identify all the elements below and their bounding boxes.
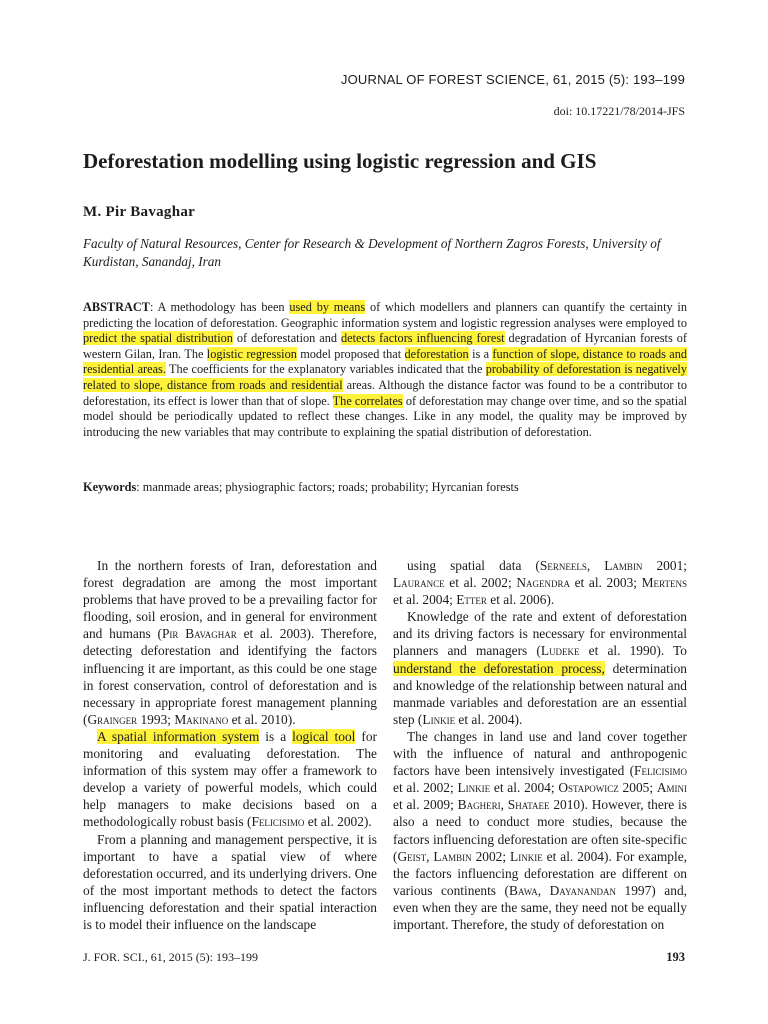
highlighted-text: predict the spatial distribution <box>83 331 233 346</box>
citation-author: Ludeke <box>540 643 580 659</box>
text-run: et al. 2004). For example, the factors influencing deforestation are different on various continents ( <box>393 848 688 898</box>
text-run: The changes in land use and land cover together with the influence of natural and anthropogenic factors have been intensively investigated ( <box>393 728 687 779</box>
highlighted-text: understand the deforestation process, <box>393 660 605 676</box>
text-run: 1997) and, even when they are the same, they need not be equally important. Therefore, the study of deforestation on <box>393 882 687 932</box>
paper-title: Deforestation modelling using logistic regression and GIS <box>83 149 597 173</box>
text-run: et al. 1990). To <box>579 643 687 659</box>
body-column-left <box>83 557 377 933</box>
text-run: model proposed that <box>296 346 405 361</box>
text-run: determination and knowledge of the relationship between natural and manmade variables and deforestation are an essential step ( <box>393 660 687 727</box>
text-run: 2010). However, there is also a need to conduct more studies, because the factors influencing deforestation are often site-specific ( <box>393 797 687 864</box>
text-run: of deforestation may change over time, and so the spatial model should be periodically updated to reflect these changes. Like in any model, the quality may be improved by introducing the new variables that may contribute to explaining the spatial distribution of deforestation. <box>83 393 687 439</box>
citation-author: Linkie <box>422 711 456 727</box>
citation-author: Nagendra <box>516 575 570 591</box>
text-run: for monitoring and evaluating deforestation. The information of this system may offer a framework to develop a variety of powerful models, which could help managers to make decisions based on a methodologically robust basis ( <box>83 728 377 830</box>
text-run: : A methodology has been <box>149 300 290 314</box>
paragraph <box>393 608 687 728</box>
citation-author: Laurance <box>393 575 445 591</box>
citation-author: Felicisimo <box>251 814 305 830</box>
highlighted-text: function of slope, distance to roads and residential areas. <box>83 346 687 377</box>
text-run: is a <box>468 346 493 361</box>
text-run: In the northern forests of Iran, deforestation and forest degradation are among the most important problems that have proved to be a prevailing factor for flooding, soil erosion, and in general for environment and humans ( <box>83 558 377 642</box>
highlighted-text: A spatial information system <box>97 728 260 744</box>
citation-author: Amini <box>656 780 687 796</box>
citation-author: Mertens <box>641 575 687 591</box>
text-run: et al. 2004; <box>393 592 457 608</box>
text-run: et al. 2004). <box>455 711 523 727</box>
abstract-label: ABSTRACT <box>83 300 150 314</box>
highlighted-text: detects factors influencing forest <box>341 331 505 346</box>
text-run: of which modellers and planners can quantify the certainty in predicting the location of deforestation. Geographic information system and logistic regression analyses were employed to <box>83 300 687 330</box>
highlighted-text: probability of deforestation is negatively related to slope, distance from roads and residential <box>83 362 688 392</box>
text-run: et al. 2002). <box>304 814 372 830</box>
text-run: 2002; <box>471 848 511 864</box>
citation-author: Linkie <box>457 780 491 796</box>
text-run: et al. 2003; <box>569 575 642 591</box>
citation-author: Felicisimo <box>634 763 687 779</box>
text-run: 1993; <box>137 711 175 727</box>
citation-author: Bawa, Dayanandan <box>509 882 616 898</box>
keywords-label: Keywords <box>83 480 137 494</box>
doi-link[interactable]: doi: 10.17221/78/2014-JFS <box>553 104 685 118</box>
text-run: is a <box>259 728 293 744</box>
affiliation: Faculty of Natural Resources, Center for Research & Development of Northern Zagros Forests, University of Kurdistan, Sanandaj, Iran <box>83 236 661 269</box>
citation-author: Bagheri, Shataee <box>457 797 550 813</box>
text-run: et al. 2003). Therefore, detecting deforestation and identifying the factors influencing it are important, as this could be one stage in forest conservation, control of deforestation and is necessary in appropriate forest management planning ( <box>83 626 378 727</box>
text-run: degradation of Hyrcanian forests of western Gilan, Iran. The <box>83 331 687 361</box>
text-run: et al. 2010). <box>228 711 296 727</box>
text-run: using spatial data ( <box>407 558 540 573</box>
citation-author: Makinano <box>174 711 229 727</box>
highlighted-text: logical tool <box>292 728 356 744</box>
citation-author: Geist, Lambin <box>397 848 472 864</box>
text-run: Knowledge of the rate and extent of deforestation and its driving factors is necessary for environmental planners and managers ( <box>393 609 687 659</box>
text-run: et al. 2002; <box>444 575 517 591</box>
paragraph <box>393 557 687 608</box>
paragraph <box>83 557 377 728</box>
text-run: The coefficients for the explanatory variables indicated that the <box>165 362 486 377</box>
paragraph <box>393 728 687 933</box>
citation-author: Etter <box>456 592 487 608</box>
text-run: From a planning and management perspective, it is important to have a spatial view of where deforestation occurred, and its underlying drivers. One of the most important methods to detect the factors influencing deforestation and their spatial interaction is to model their influence on the landscape <box>83 831 377 932</box>
text-run: et al. 2002; <box>393 780 458 796</box>
author-name: M. Pir Bavaghar <box>83 204 196 220</box>
body-column-right <box>393 557 687 933</box>
citation-author: Serneels, Lambin <box>539 558 643 573</box>
keywords <box>83 480 687 495</box>
text-run: 2001; <box>642 558 687 573</box>
citation-author: Pir Bavaghar <box>161 626 237 642</box>
footer-citation: J. FOR. SCI., 61, 2015 (5): 193–199 <box>83 950 259 964</box>
page-number: 193 <box>666 950 685 964</box>
citation-author: Grainger <box>87 711 138 727</box>
citation-author: Linkie <box>510 848 543 864</box>
highlighted-text: used by means <box>289 300 366 314</box>
abstract-body <box>83 300 687 439</box>
text-run: areas. Although the distance factor was found to be a contributor to deforestation, its effect is lower than that of slope. <box>83 377 688 408</box>
text-run: et al. 2009; <box>393 797 458 813</box>
journal-header: JOURNAL OF FOREST SCIENCE, 61, 2015 (5): 193–199 <box>340 72 685 87</box>
text-run: et al. 2006). <box>486 592 555 608</box>
paragraph <box>83 831 377 934</box>
citation-author: Ostapowicz <box>558 780 619 796</box>
paragraph <box>83 728 377 831</box>
highlighted-text: logistic regression <box>206 346 297 361</box>
abstract <box>83 300 687 440</box>
text-run: 2005; <box>618 780 657 796</box>
text-run: et al. 2004; <box>490 780 559 796</box>
highlighted-text: The correlates <box>332 393 403 408</box>
text-run: of deforestation and <box>232 331 342 346</box>
keywords-text: : manmade areas; physiographic factors; roads; probability; Hyrcanian forests <box>136 480 519 494</box>
highlighted-text: deforestation <box>404 346 469 361</box>
